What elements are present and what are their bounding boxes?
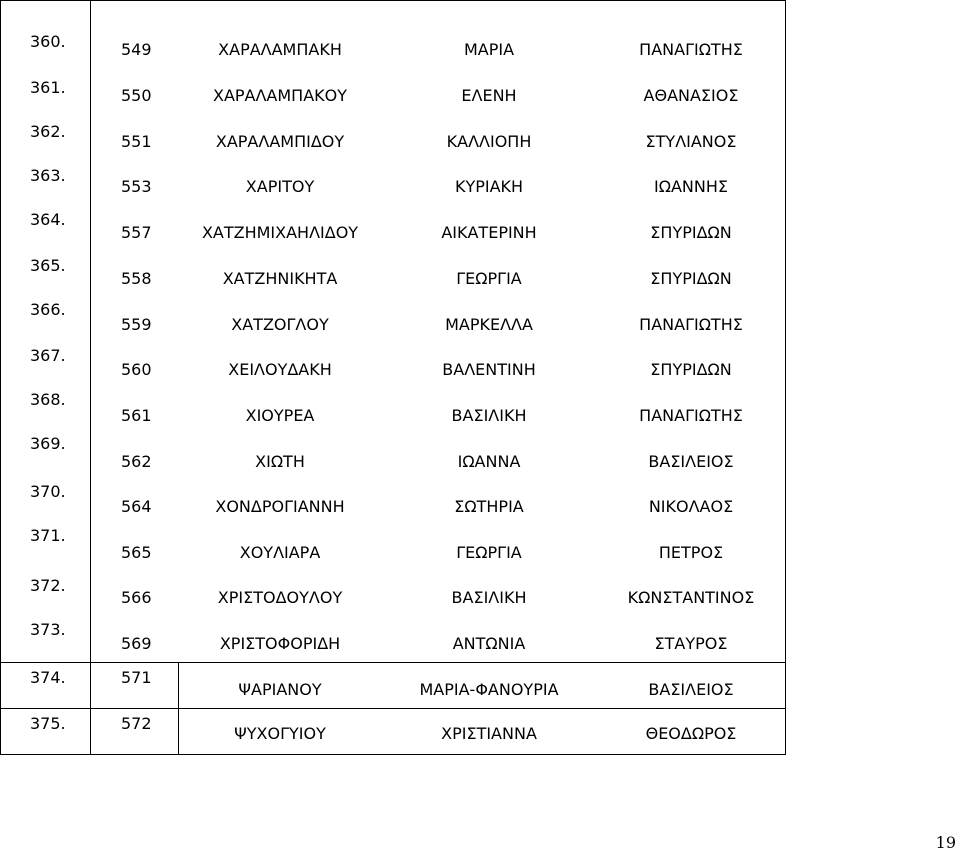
registry-code: 565 — [121, 543, 152, 562]
table-row — [0, 346, 786, 398]
registry-code: 559 — [121, 315, 152, 334]
table-row — [0, 168, 786, 214]
registry-code: 550 — [121, 86, 152, 105]
surname: ΧΑΡΙΤΟΥ — [245, 177, 315, 196]
surname: ΧΕΙΛΟΥΔΑΚΗ — [228, 360, 332, 379]
surname: ΧΑΤΖΗΜΙΧΑΗΛΙΔΟΥ — [201, 223, 359, 242]
registry-code: 564 — [121, 497, 152, 516]
first-name: ΜΑΡΙΑ — [463, 40, 515, 59]
first-name: ΓΕΩΡΓΙΑ — [456, 269, 522, 288]
father-name: ΣΤΑΥΡΟΣ — [654, 634, 728, 653]
row-number: 366. — [30, 300, 66, 319]
surname: ΧΑΡΑΛΑΜΠΙΔΟΥ — [215, 132, 345, 151]
table-row — [0, 30, 786, 76]
father-name: ΣΠΥΡΙΔΩΝ — [650, 223, 732, 242]
registry-code: 557 — [121, 223, 152, 242]
father-name: ΠΑΝΑΓΙΩΤΗΣ — [639, 406, 743, 425]
row-number: 360. — [30, 32, 66, 51]
father-name: ΠΕΤΡΟΣ — [658, 543, 724, 562]
registry-code: 571 — [121, 668, 152, 687]
father-name: ΒΑΣΙΛΕΙΟΣ — [648, 680, 734, 699]
table-row — [0, 122, 786, 168]
first-name: ΒΑΣΙΛΙΚΗ — [451, 406, 527, 425]
father-name: ΣΤΥΛΙΑΝΟΣ — [645, 132, 737, 151]
registry-code: 572 — [121, 714, 152, 733]
table-row — [0, 76, 786, 122]
first-name: ΚΥΡΙΑΚΗ — [454, 177, 524, 196]
row-number: 373. — [30, 620, 66, 639]
surname: ΧΙΩΤΗ — [255, 452, 305, 471]
row-number: 365. — [30, 256, 66, 275]
registry-code: 562 — [121, 452, 152, 471]
registry-code: 569 — [121, 634, 152, 653]
table-row — [0, 664, 786, 710]
first-name: ΣΩΤΗΡΙΑ — [454, 497, 524, 516]
table-row — [0, 526, 786, 582]
row-number: 372. — [30, 576, 66, 595]
surname: ΧΙΟΥΡΕΑ — [245, 406, 315, 425]
first-name: ΕΛΕΝΗ — [461, 86, 517, 105]
registry-code: 560 — [121, 360, 152, 379]
table-row — [0, 576, 786, 628]
row-number: 370. — [30, 482, 66, 501]
row-number: 363. — [30, 166, 66, 185]
row-number: 371. — [30, 526, 66, 545]
surname: ΧΑΤΖΗΝΙΚΗΤΑ — [222, 269, 338, 288]
registry-code: 549 — [121, 40, 152, 59]
surname: ΧΡΙΣΤΟΔΟΥΛΟΥ — [217, 588, 343, 607]
surname: ΧΟΥΛΙΑΡΑ — [239, 543, 321, 562]
father-name: ΣΠΥΡΙΔΩΝ — [650, 360, 732, 379]
father-name: ΣΠΥΡΙΔΩΝ — [650, 269, 732, 288]
father-name: ΘΕΟΔΩΡΟΣ — [645, 724, 737, 743]
first-name: ΒΑΣΙΛΙΚΗ — [451, 588, 527, 607]
first-name: ΧΡΙΣΤΙΑΝΝΑ — [441, 724, 537, 743]
registry-code: 553 — [121, 177, 152, 196]
first-name: ΜΑΡΙΑ-ΦΑΝΟΥΡΙΑ — [419, 680, 559, 699]
table-row — [0, 434, 786, 490]
first-name: ΚΑΛΛΙΟΠΗ — [446, 132, 532, 151]
table-row — [0, 482, 786, 536]
table-row — [0, 300, 786, 352]
table-row — [0, 210, 786, 260]
father-name: ΚΩΝΣΤΑΝΤΙΝΟΣ — [627, 588, 755, 607]
father-name: ΝΙΚΟΛΑΟΣ — [648, 497, 734, 516]
row-number: 374. — [30, 668, 66, 687]
surname: ΧΑΤΖΟΓΛΟΥ — [231, 315, 329, 334]
father-name: ΠΑΝΑΓΙΩΤΗΣ — [639, 40, 743, 59]
registry-code: 551 — [121, 132, 152, 151]
row-number: 362. — [30, 122, 66, 141]
row-number: 369. — [30, 434, 66, 453]
table-row — [0, 710, 786, 756]
first-name: ΑΝΤΩΝΙΑ — [452, 634, 526, 653]
registry-code: 561 — [121, 406, 152, 425]
surname: ΧΑΡΑΛΑΜΠΑΚΗ — [218, 40, 342, 59]
father-name: ΠΑΝΑΓΙΩΤΗΣ — [639, 315, 743, 334]
row-number: 367. — [30, 346, 66, 365]
row-number: 364. — [30, 210, 66, 229]
first-name: ΓΕΩΡΓΙΑ — [456, 543, 522, 562]
table-row — [0, 256, 786, 306]
father-name: ΙΩΑΝΝΗΣ — [654, 177, 728, 196]
first-name: ΒΑΛΕΝΤΙΝΗ — [442, 360, 536, 379]
registry-code: 566 — [121, 588, 152, 607]
surname: ΨΑΡΙΑΝΟΥ — [238, 680, 322, 699]
first-name: ΙΩΑΝΝΑ — [457, 452, 521, 471]
page-number: 19 — [935, 833, 956, 852]
first-name: ΑΙΚΑΤΕΡΙΝΗ — [441, 223, 537, 242]
row-number: 361. — [30, 78, 66, 97]
row-number: 375. — [30, 714, 66, 733]
surname: ΧΟΝΔΡΟΓΙΑΝΝΗ — [215, 497, 345, 516]
registry-code: 558 — [121, 269, 152, 288]
surname: ΧΡΙΣΤΟΦΟΡΙΔΗ — [219, 634, 341, 653]
father-name: ΒΑΣΙΛΕΙΟΣ — [648, 452, 734, 471]
surname: ΨΥΧΟΓΥΙΟΥ — [234, 724, 326, 743]
father-name: ΑΘΑΝΑΣΙΟΣ — [643, 86, 739, 105]
table-row — [0, 390, 786, 444]
surname: ΧΑΡΑΛΑΜΠΑΚΟΥ — [212, 86, 348, 105]
first-name: ΜΑΡΚΕΛΛΑ — [445, 315, 533, 334]
row-number: 368. — [30, 390, 66, 409]
